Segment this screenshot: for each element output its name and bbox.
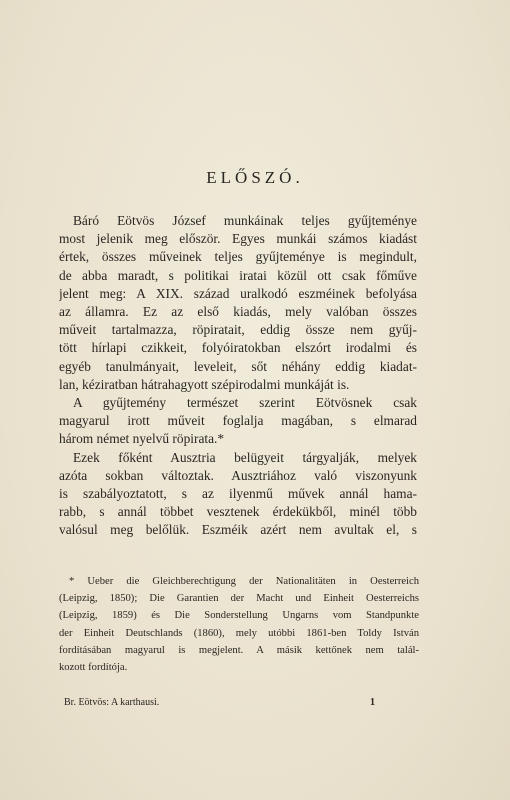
footnote xyxy=(59,573,419,676)
text-line: azóta sokban változtak. Ausztriához való viszonyunk xyxy=(59,467,417,483)
paragraph-1 xyxy=(59,212,417,394)
footnote-line: kozott fordítója. xyxy=(59,662,128,674)
text-line: is szabályoztatott, s az ilyenmű művek annál hama- xyxy=(59,486,417,502)
footnote-line: der Einheit Deutschlands (1860), mely utóbbi 1861-ben Toldy István xyxy=(59,627,419,639)
paragraph-2 xyxy=(59,394,417,449)
text-line: jelent meg: A XIX. század uralkodó eszméinek befolyása xyxy=(59,285,417,301)
text-line: az államra. Ez az első kiadás, mely valóban összes xyxy=(59,304,417,320)
footnote-line: (Leipzig, 1850); Die Garantien der Macht und Einheit Oesterreichs xyxy=(59,593,419,605)
text-line: értek, összes műveinek teljes gyűjteménye is megindult, xyxy=(59,249,417,265)
text-line: Báró Eötvös József munkáinak teljes gyűjteménye xyxy=(73,213,417,228)
text-line: magyarul irott műveit foglalja magában, s elmarad xyxy=(59,413,417,429)
text-line: A gyűjtemény természet szerint Eötvösnek csak xyxy=(73,395,417,411)
footnote-line: fordításában magyarul is megjelent. A másik kettőnek nem talál- xyxy=(59,644,419,656)
text-line: rabb, s annál többet vesztenek érdekükből, minél több xyxy=(59,504,417,520)
text-line: műveit tartalmazza, röpiratait, eddig össze nem gyűj- xyxy=(59,322,417,338)
paragraph-3 xyxy=(59,449,417,540)
preface-text xyxy=(59,212,417,540)
footnote-line: (Leipzig, 1859) és Die Sonderstellung Ungarns vom Standpunkte xyxy=(59,610,419,622)
page-heading: ELŐSZÓ. xyxy=(206,168,304,187)
text-line: Ezek főként Ausztria belügyeit tárgyalják, melyek xyxy=(73,449,417,465)
text-line: de abba maradt, s politikai iratai közül ott csak főműve xyxy=(59,267,417,283)
footnote-line: * Ueber die Gleichberechtigung der Nationalitäten in Oesterreich xyxy=(69,576,419,587)
text-line: valósul meg belőlük. Eszméik azért nem avultak el, s xyxy=(59,522,417,538)
signature-mark: Br. Eötvös: A karthausi. xyxy=(64,697,160,708)
text-line: tött hírlapi czikkeit, folyóiratokban elszórt irodalmi és xyxy=(59,340,417,356)
signature-number: 1 xyxy=(370,697,375,708)
text-line: három német nyelvű röpirata.* xyxy=(59,431,225,447)
text-line: most jelenik meg először. Egyes munkái számos kiadást xyxy=(59,231,417,247)
text-line: lan, kéziratban hátrahagyott szépirodalmi munkáját is. xyxy=(59,376,350,392)
text-line: egyéb tanulmányait, leveleit, sőt néhány eddig kiadat- xyxy=(59,358,417,374)
